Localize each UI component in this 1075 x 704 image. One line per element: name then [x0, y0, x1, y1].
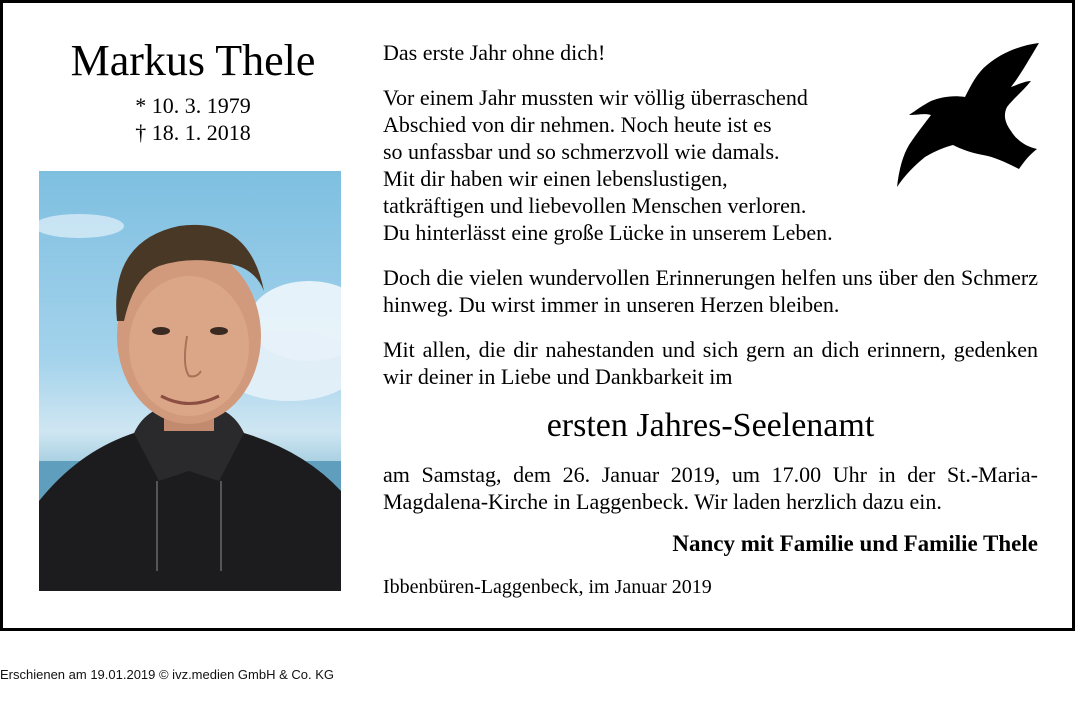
birth-date: * 10. 3. 1979 — [135, 93, 251, 118]
paragraph-line: so unfassbar und so schmerzvoll wie damals. — [383, 139, 780, 164]
service-title: ersten Jahres-Seelenamt — [546, 407, 875, 444]
life-dates — [41, 92, 345, 146]
paragraph-commemoration: Mit allen, die dir nahestanden und sich gern an dich erinnern, gedenken wir deiner in Liebe und Dankbarkeit im — [383, 337, 1038, 389]
notice-heading: Das erste Jahr ohne dich! — [383, 40, 606, 65]
portrait-photo — [39, 171, 341, 591]
paragraph-line: tatkräftigen und liebevollen Menschen verloren. — [383, 193, 807, 218]
death-date: † 18. 1. 2018 — [135, 120, 251, 145]
portrait-illustration — [39, 171, 341, 591]
paragraph-memories: Doch die vielen wundervollen Erinnerungen helfen uns über den Schmerz hinweg. Du wirst immer in unseren Herzen bleiben. — [383, 265, 1038, 317]
paragraph-line: Abschied von dir nehmen. Noch heute ist es — [383, 112, 772, 137]
paragraph-service-details: am Samstag, dem 26. Januar 2019, um 17.00 Uhr in der St.-Maria-Magdalena-Kirche in Laggenbeck. Wir laden herzlich dazu ein. — [383, 462, 1038, 514]
place-date: Ibbenbüren-Laggenbeck, im Januar 2019 — [383, 576, 712, 598]
deceased-name: Markus Thele — [70, 36, 316, 85]
signers: Nancy mit Familie und Familie Thele — [672, 531, 1038, 556]
paragraph-line: Mit dir haben wir einen lebenslustigen, — [383, 166, 728, 191]
paragraph-line: Du hinterlässt eine große Lücke in unserem Leben. — [383, 220, 833, 245]
paragraph-line: Vor einem Jahr mussten wir völlig überraschend — [383, 85, 808, 110]
bird-silhouette-icon — [891, 41, 1041, 191]
publication-footer: Erschienen am 19.01.2019 © ivz.medien GmbH & Co. KG — [0, 667, 335, 682]
